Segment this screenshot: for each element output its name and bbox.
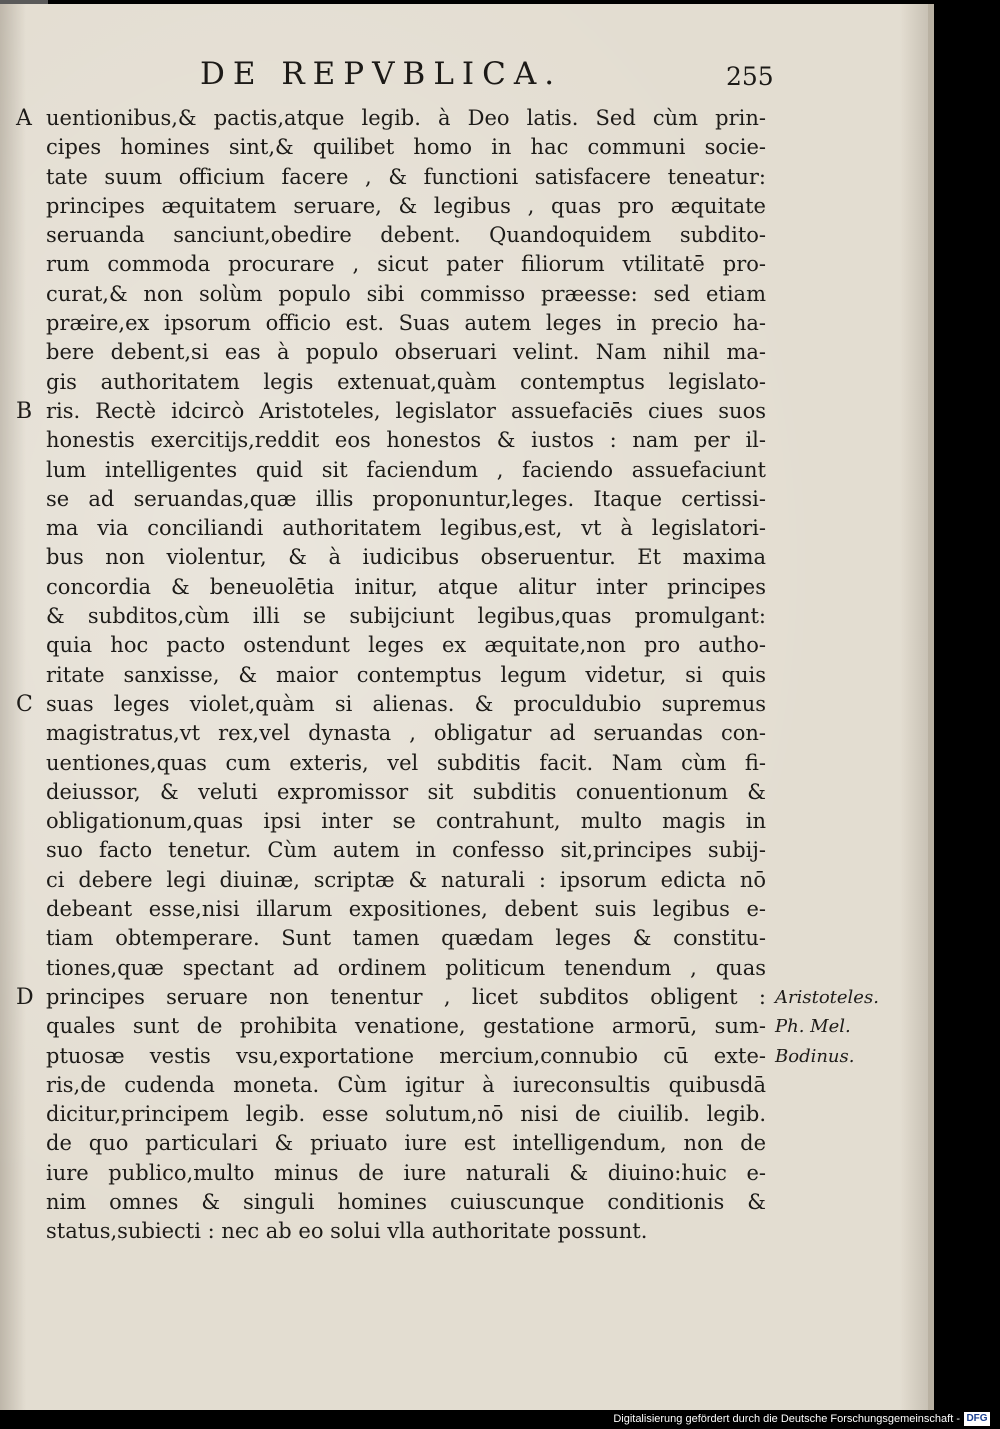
text-line: uentionibus,& pactis,atque legib. à Deo latis. Sed cùm prin- bbox=[46, 106, 766, 130]
text-line: suo facto tenetur. Cùm autem in confesso sit,principes subij- bbox=[46, 838, 766, 863]
text-line: principes æquitatem seruare, & legibus , quas pro æquitate bbox=[46, 193, 766, 218]
text-line: ritate sanxisse, & maior contemptus legum videtur, si quis bbox=[46, 662, 766, 687]
text-line: ci debere legi diuinæ, scriptæ & naturali : ipsorum edicta nō bbox=[46, 867, 766, 892]
running-head: DE REPVBLICA. bbox=[200, 56, 563, 92]
text-line: debeant esse,nisi illarum expositiones, debent suis legibus e- bbox=[46, 897, 766, 922]
text-line: quia hoc pacto ostendunt leges ex æquitate,non pro autho- bbox=[46, 633, 766, 658]
text-line: lum intelligentes quid sit faciendum , faciendo assuefaciunt bbox=[46, 457, 766, 482]
text-line: cipes homines sint,& quilibet homo in hac communi socie- bbox=[46, 135, 766, 160]
text-line: deiussor, & veluti expromissor sit subditis conuentionum & bbox=[46, 779, 766, 804]
section-letter: A bbox=[16, 106, 32, 131]
text-line: concordia & beneuolētia initur, atque alitur inter principes bbox=[46, 574, 766, 599]
text-line: uentiones,quas cum exteris, vel subditis facit. Nam cùm fi- bbox=[46, 750, 766, 775]
text-line: honestis exercitijs,reddit eos honestos & iustos : nam per il- bbox=[46, 428, 766, 453]
text-line: bere debent,si eas à populo obseruari velint. Nam nihil ma- bbox=[46, 340, 766, 365]
footer-credit: Digitalisierung gefördert durch die Deutsche Forschungsgemeinschaft - bbox=[613, 1413, 960, 1425]
text-line: status,subiecti : nec ab eo solui vlla authoritate possunt. bbox=[46, 1219, 648, 1244]
text-line: rum commoda procurare , sicut pater filiorum vtilitatē pro- bbox=[46, 252, 766, 277]
text-line: ptuosæ vestis vsu,exportatione mercium,connubio cū exte- bbox=[46, 1043, 766, 1068]
text-line: bus non violentur, & à iudicibus obseruentur. Et maxima bbox=[46, 545, 766, 570]
text-line: magistratus,vt rex,vel dynasta , obligatur ad seruandas con- bbox=[46, 721, 766, 746]
text-line: curat,& non solùm populo sibi commisso præesse: sed etiam bbox=[46, 281, 766, 306]
text-line: & subditos,cùm illi se subijciunt legibus,quas promulgant: bbox=[46, 604, 766, 629]
text-line: ris,de cudenda moneta. Cùm igitur à iureconsultis quibusdā bbox=[46, 1072, 766, 1097]
section-letter: B bbox=[16, 399, 33, 424]
text-line: seruanda sanciunt,obedire debent. Quandoquidem subdito- bbox=[46, 223, 766, 248]
page-edge bbox=[928, 4, 934, 1410]
text-line: suas leges violet,quàm si alienas. & proculdubio supremus bbox=[46, 691, 766, 716]
text-line: tate suum officium facere , & functioni satisfacere teneatur: bbox=[46, 164, 766, 189]
text-line: obligationum,quas ipsi inter se contrahunt, multo magis in bbox=[46, 809, 766, 834]
marginal-note: Aristoteles. bbox=[775, 987, 879, 1008]
section-letter: C bbox=[16, 692, 33, 717]
text-line: dicitur,principem legib. esse solutum,nō nisi de ciuilib. legib. bbox=[46, 1102, 766, 1127]
text-line: nim omnes & singuli homines cuiuscunque conditionis & bbox=[46, 1189, 766, 1214]
text-line: tiam obtemperare. Sunt tamen quædam leges & constitu- bbox=[46, 926, 766, 951]
section-letter: D bbox=[16, 985, 34, 1010]
text-line: ma via conciliandi authoritatem legibus,est, vt à legislatori- bbox=[46, 516, 766, 541]
text-line: præire,ex ipsorum officio est. Suas autem leges in precio ha- bbox=[46, 311, 766, 336]
marginal-note: Bodinus. bbox=[775, 1045, 855, 1067]
text-line: se ad seruandas,quæ illis proponuntur,leges. Itaque certissi- bbox=[46, 486, 766, 511]
text-line: de quo particulari & priuato iure est intelligendum, non de bbox=[46, 1131, 766, 1156]
text-line: principes seruare non tenentur , licet subditos obligent : bbox=[46, 984, 766, 1009]
text-line: gis authoritatem legis extenuat,quàm contemptus legislato- bbox=[46, 369, 766, 394]
text-line: ris. Rectè idcircò Aristoteles, legislator assuefaciēs ciues suos bbox=[46, 398, 766, 423]
body-text bbox=[46, 104, 766, 1247]
dfg-logo: DFG bbox=[964, 1412, 990, 1426]
text-line: tiones,quæ spectant ad ordinem politicum tenendum , quas bbox=[46, 955, 766, 980]
marginal-note: Ph. Mel. bbox=[775, 1016, 851, 1038]
text-line: quales sunt de prohibita venatione, gestatione armorū, sum- bbox=[46, 1014, 766, 1039]
text-line: iure publico,multo minus de iure naturali & diuino:huic e- bbox=[46, 1160, 766, 1185]
page-number: 255 bbox=[726, 62, 774, 91]
